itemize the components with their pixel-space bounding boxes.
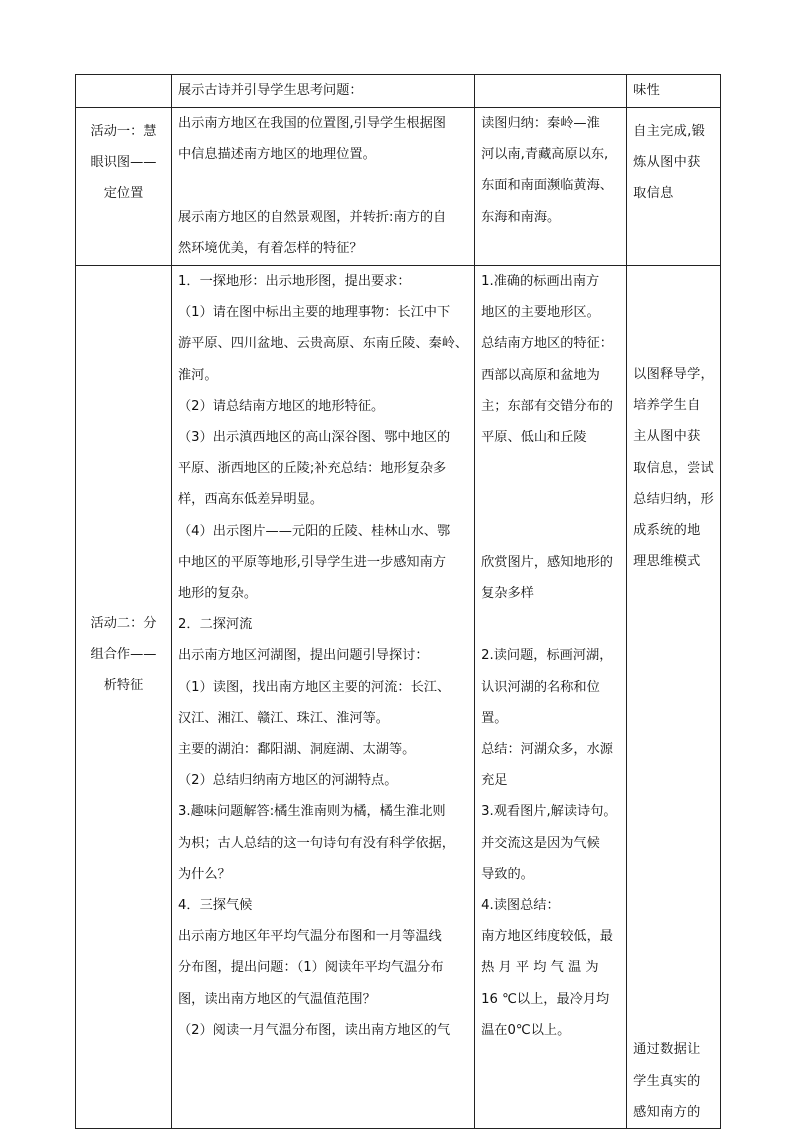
activity-line: 活动二：分 [90,616,157,631]
intent-line: 取信息，尝试 [633,460,715,476]
student-line: 总结：河湖众多，水源 [481,741,613,757]
activity-name-cell [76,266,172,1129]
intent-line: 感知南方的 [633,1104,701,1120]
student-line: 总结南方地区的特征： [481,336,613,352]
teacher-activity-cell [172,108,475,266]
teacher-line: 出示南方地区河湖图，提出问题引导探讨： [178,648,429,664]
student-line: 导致的。 [481,866,534,882]
design-intent-cell [627,75,721,108]
teacher-line: 淮河。 [178,367,218,383]
teacher-line: 汉江、湘江、赣江、珠江、淮河等。 [178,710,389,726]
teacher-line: 2．二探河流 [178,617,253,633]
teacher-line: 平原、浙西地区的丘陵;补充总结：地形复杂多 [178,461,447,477]
table-row [76,108,721,266]
student-activity-cell [475,75,627,108]
intent-line: 理思维模式 [633,554,701,570]
activity-line: 活动一：慧 [90,124,157,139]
student-line: 16 ℃以上，最冷月均 [481,991,610,1007]
table-row [76,266,721,1129]
table-row [76,75,721,108]
cell-text: 展示古诗并引导学生思考问题： [178,83,363,98]
intent-line: 主从图中获 [633,429,701,445]
lesson-plan-table [75,74,721,1129]
teacher-line: 然环境优美，有着怎样的特征？ [178,240,363,256]
activity-line: 定位置 [103,186,144,202]
teacher-line: 分布图，提出问题：（1）阅读年平均气温分布 [178,960,444,976]
teacher-line: 4．三探气候 [178,898,253,914]
teacher-line: 展示南方地区的自然景观图，并转折:南方的自 [178,209,447,225]
activity-line: 析特征 [103,678,144,694]
student-line: 欣赏图片，感知地形的 [481,554,613,570]
student-line: 2.读问题，标画河湖， [481,648,613,664]
intent-line: 学生真实的 [633,1073,701,1089]
activity-line: 眼识图—— [90,155,157,171]
student-line: 东面和南面濒临黄海、 [481,178,613,194]
teacher-line: （2）总结归纳南方地区的河湖特点。 [178,773,398,789]
intent-line: 以图释导学， [633,367,715,382]
student-activity-cell [475,266,627,1129]
teacher-line: 为什么？ [178,866,231,882]
intent-line: 自主完成,锻 [633,124,706,139]
intent-line: 总结归纳，形 [633,491,715,507]
student-line: 东海和南海。 [481,209,561,225]
intent-line: 取信息 [633,186,674,202]
teacher-activity-cell [172,266,475,1129]
teacher-line: 出示南方地区年平均气温分布图和一月等温线 [178,929,442,945]
teacher-line: 为枳；古人总结的这一句诗句有没有科学依据， [178,835,455,851]
intent-line: 培养学生自 [633,398,701,414]
teacher-line: 图，读出南方地区的气温值范围？ [178,991,376,1007]
teacher-line: 样，西高东低差异明显。 [178,492,324,508]
student-line: 4.读图总结： [481,898,560,913]
teacher-line: （2）请总结南方地区的地形特征。 [178,398,385,414]
student-line: 置。 [481,710,508,726]
activity-line: 组合作—— [90,647,157,663]
teacher-line: 主要的湖泊：鄱阳湖、洞庭湖、太湖等。 [178,742,416,758]
teacher-line: 1．一探地形：出示地形图，提出要求： [178,274,411,289]
student-line: 主；东部有交错分布的 [481,398,613,414]
student-activity-cell [475,108,627,266]
teacher-line: 中信息描述南方地区的地理位置。 [178,147,376,163]
student-line: 并交流这是因为气候 [481,835,600,851]
student-line: 读图归纳：秦岭—淮 [481,116,600,131]
teacher-line: 出示南方地区在我国的位置图,引导学生根据图 [178,116,446,131]
intent-line: 成系统的地 [633,523,701,539]
teacher-line: （1）读图，找出南方地区主要的河流：长江、 [178,679,451,695]
student-line: 地区的主要地形区。 [481,305,600,321]
teacher-line: （2）阅读一月气温分布图，读出南方地区的气 [178,1022,451,1038]
teacher-line: （3）出示滇西地区的高山深谷图、鄂中地区的 [178,430,451,446]
student-line: 平原、低山和丘陵 [481,430,587,446]
teacher-line: （1）请在图中标出主要的地理事物：长江中下 [178,305,451,321]
student-line: 温在0℃以上。 [481,1022,571,1038]
teacher-line: 地形的复杂。 [178,586,258,602]
student-line: 河以南,青藏高原以东, [481,147,609,163]
student-line: 认识河湖的名称和位 [481,679,600,695]
intent-line: 炼从图中获 [633,155,701,171]
student-line: 西部以高原和盆地为 [481,367,600,383]
activity-cell [76,75,172,108]
teacher-line: 游平原、四川盆地、云贵高原、东南丘陵、秦岭、 [178,336,469,352]
cell-text: 味性 [633,83,661,98]
design-intent-cell [627,266,721,1129]
student-line: 充足 [481,773,508,789]
teacher-line: 中地区的平原等地形,引导学生进一步感知南方 [178,554,446,570]
teacher-activity-cell [172,75,475,108]
intent-line: 通过数据让 [633,1042,701,1058]
student-line: 热 月 平 均 气 温 为 [481,960,599,976]
teacher-line: 3.趣味问题解答:橘生淮南则为橘，橘生淮北则 [178,804,446,820]
student-line: 3.观看图片,解读诗句。 [481,804,617,820]
design-intent-cell [627,108,721,266]
student-line: 1.准确的标画出南方 [481,274,600,289]
student-line: 南方地区纬度较低，最 [481,929,613,945]
activity-name-cell [76,108,172,266]
student-line: 复杂多样 [481,585,534,601]
teacher-line: （4）出示图片——元阳的丘陵、桂林山水、鄂 [178,523,451,539]
